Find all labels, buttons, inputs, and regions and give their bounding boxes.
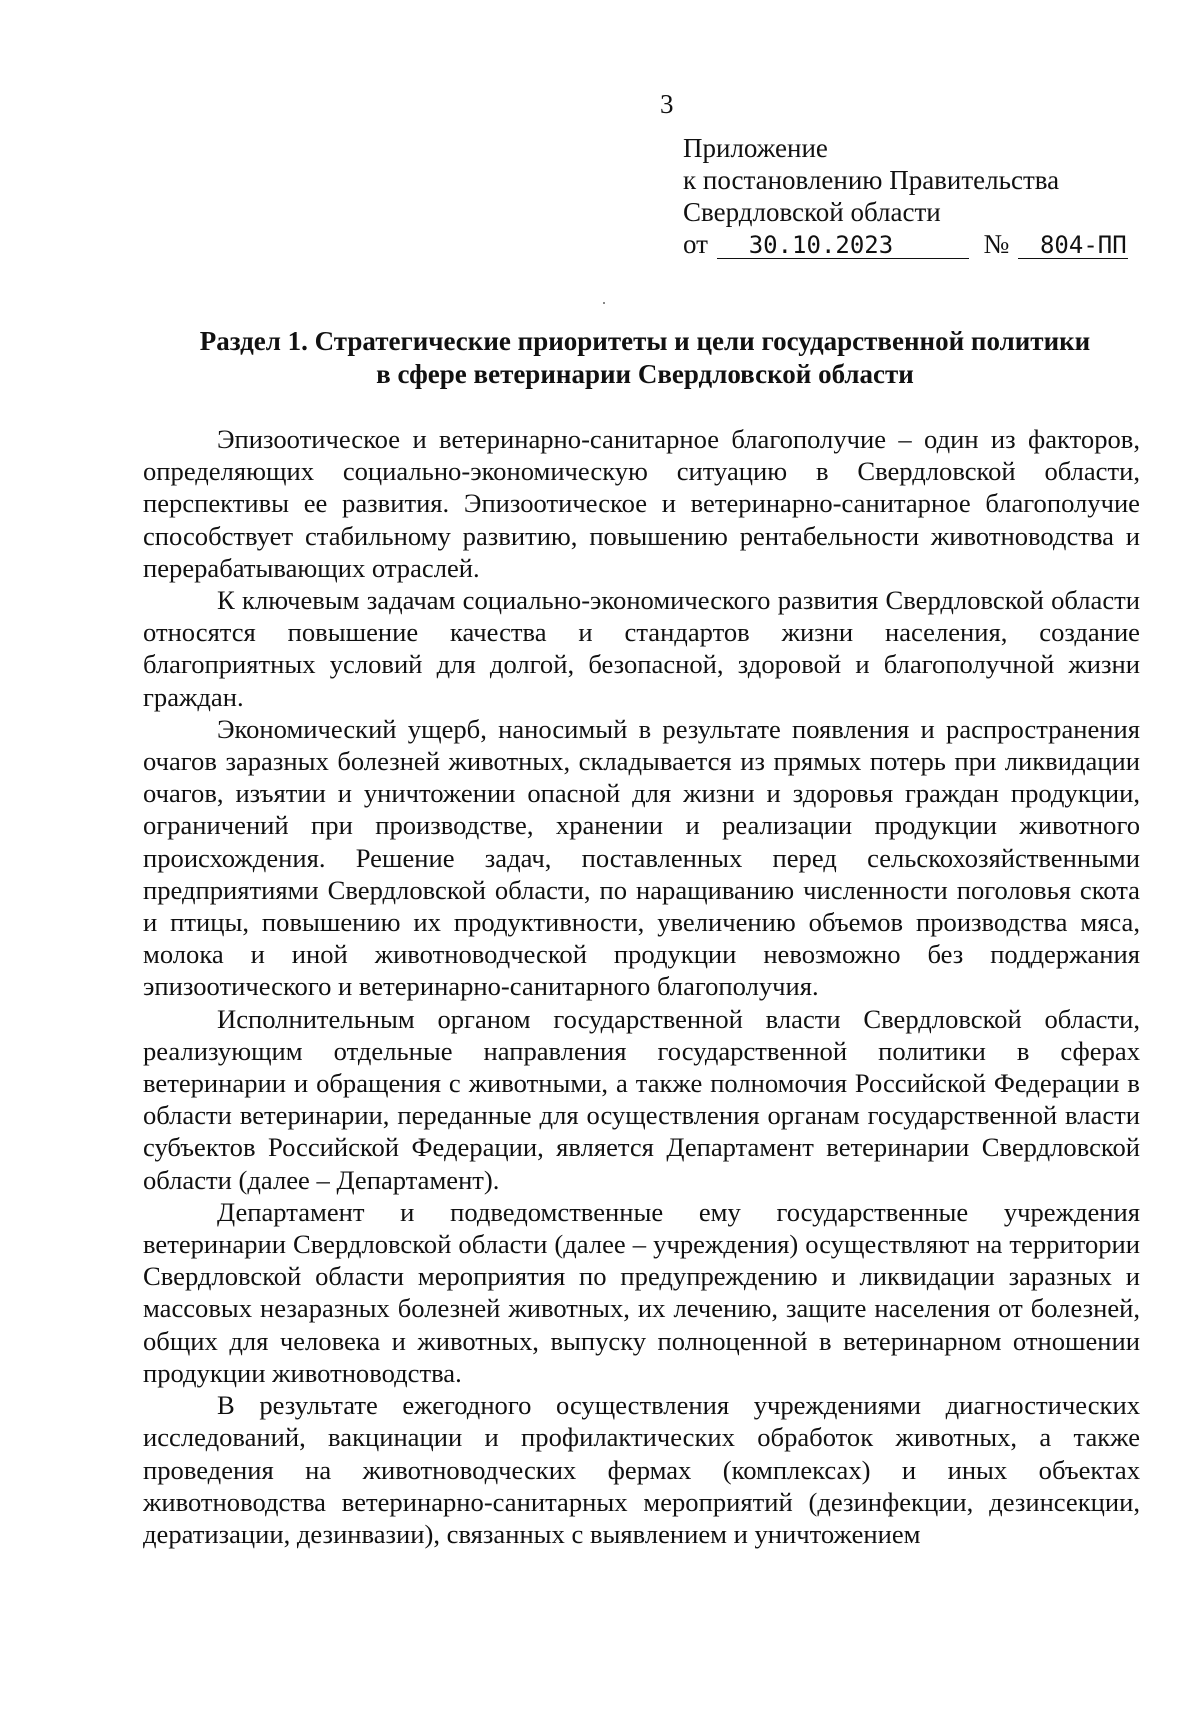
scan-dot [603,302,605,304]
section-heading-line-2: в сфере ветеринарии Свердловской области [376,359,914,389]
paragraph: Исполнительным органом государственной власти Свердловской области, реализующим отдельные направления государственной политики в сферах ветеринарии и обращения с животными, а также полномочия Российской Федерации в области ветеринарии, переданные для осуществления органам государственной власти субъектов Российской Федерации, является Департамент ветеринарии Свердловской области (далее – Департамент). [143,1003,1140,1195]
resolution-date: 30.10.2023 [717,232,969,259]
section-heading-line-1: Раздел 1. Стратегические приоритеты и цели государственной политики [199,326,1091,356]
resolution-number: 804-ПП [1018,232,1128,259]
date-label: от [683,229,708,259]
paragraph: К ключевым задачам социально-экономического развития Свердловской области относятся повышение качества и стандартов жизни населения, создание благоприятных условий для долгой, безопасной, здоровой и благополучной жизни граждан. [143,585,1140,712]
body-text [143,423,1140,1550]
appendix-title: Приложение [683,133,828,163]
paragraph: Департамент и подведомственные ему государственные учреждения ветеринарии Свердловской области (далее – учреждения) осуществляют на территории Свердловской области мероприятия по предупреждению и ликвидации заразных и массовых незаразных болезней животных, их лечению, защите населения от болезней, общих для человека и животных, выпуску полноценной в ветеринарном отношении продукции животноводства. [143,1196,1140,1388]
paragraph: Экономический ущерб, наносимый в результате появления и распространения очагов заразных болезней животных, складывается из прямых потерь при ликвидации очагов, изъятии и уничтожении опасной для жизни и здоровья граждан продукции, ограничений при производстве, хранении и реализации продукции животного происхождения. Решение задач, поставленных перед сельскохозяйственными предприятиями Свердловской области, по наращиванию численности поголовья скота и птицы, повышению их продуктивности, увеличению объемов производства мяса, молока и иной животноводческой продукции невозможно без поддержания эпизоотического и ветеринарно-санитарного благополучия. [143,713,1140,1002]
paragraph: Эпизоотическое и ветеринарно-санитарное благополучие – один из факторов, определяющих социально-экономическую ситуацию в Свердловской области, перспективы ее развития. Эпизоотическое и ветеринарно-санитарное благополучие способствует стабильному развитию, повышению рентабельности животноводства и перерабатывающих отраслей. [143,424,1140,583]
page-number: 3 [660,89,674,119]
section-heading [140,325,1150,391]
appendix-ref-line: к постановлению Правительства [683,165,1060,195]
appendix-region-line: Свердловской области [683,197,941,227]
appendix-header [683,132,1143,260]
paragraph: В результате ежегодного осуществления учреждениями диагностических исследований, вакцинации и профилактических обработок животных, а также проведения на животноводческих фермах (комплексах) и иных объектах животноводства ветеринарно-санитарных мероприятий (дезинфекции, дезинсекции, дератизации, дезинвазии), связанных с выявлением и уничтожением [143,1390,1140,1549]
number-label: № [983,229,1010,259]
resolution-reference [683,228,1143,260]
